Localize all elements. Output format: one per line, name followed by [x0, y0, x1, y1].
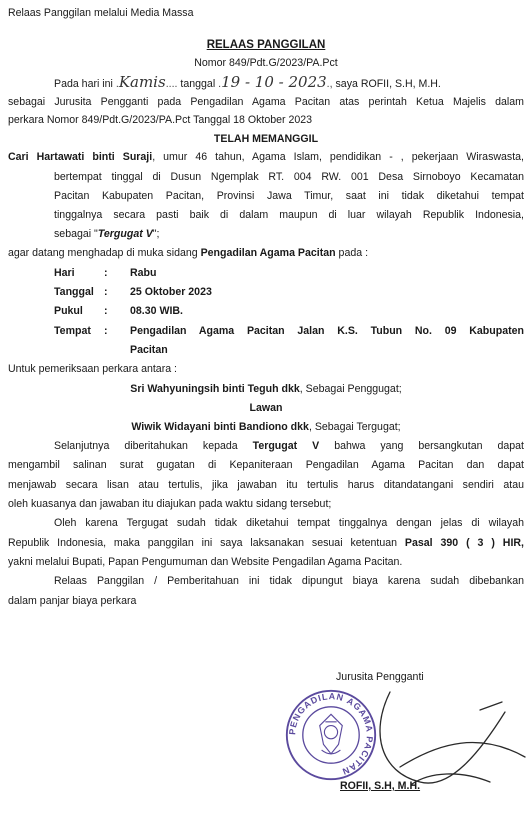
party-line-4: tinggalnya secara pasti baik di dalam maupun di luar wilayah Republik Indonesia, [54, 209, 524, 221]
handwritten-date: 19 - 10 - 2023 [221, 73, 327, 91]
intro-text: Pada hari ini [54, 78, 113, 90]
party-role: Tergugat V [97, 228, 153, 240]
lawan-label: Lawan [249, 402, 283, 414]
para1-line-3: menjawab secara lisan atau tertulis, jika jawaban itu tertulis harus ditandatangani sendiri atau [8, 479, 524, 491]
para2-line-2: Republik Indonesia, maka panggilan ini saya laksanakan sesuai ketentuan Pasal 390 ( 3 ) HIR, [8, 537, 524, 549]
party-line-5: sebagai "Tergugat V"; [54, 228, 160, 240]
party-line-2: bertempat tinggal di Dusun Ngemplak RT. 004 RW. 001 Desa Sirnoboyo Kecamatan [54, 171, 524, 183]
schedule-value-tanggal: 25 Oktober 2023 [130, 286, 212, 298]
party-details: , umur 46 tahun, Agama Islam, pendidikan - , pekerjaan Wiraswasta, [152, 151, 524, 163]
schedule-label-pukul: Pukul [54, 305, 83, 317]
tergugat-v: Tergugat V [252, 440, 320, 452]
schedule-colon: : [104, 305, 108, 317]
header-note: Relaas Panggilan melalui Media Massa [8, 7, 194, 19]
schedule-value-tempat-2: Pacitan [130, 344, 168, 356]
intro-line-1: Pada hari ini .Kamis.... tanggal .19 - 10 - 2023., saya ROFII, S.H, M.H. [54, 73, 441, 91]
para1-line-4: oleh kuasanya dan jawaban itu diajukan pada waktu sidang tersebut; [8, 498, 332, 510]
schedule-value-pukul: 08.30 WIB. [130, 305, 183, 317]
party-line-3: Pacitan Kabupaten Pacitan, Provinsi Jawa Timur, saat ini tidak diketahui tempat [54, 190, 524, 202]
party-line-1 [8, 148, 524, 166]
penggugat-line: Sri Wahyuningsih binti Teguh dkk, Sebagai Penggugat; [130, 383, 402, 395]
telah-memanggil: TELAH MEMANGGIL [213, 133, 319, 145]
schedule-label-tanggal: Tanggal [54, 286, 94, 298]
para2-line-3: yakni melalui Bupati, Papan Pengumuman dan Website Pengadilan Agama Pacitan. [8, 556, 403, 568]
para1-line-2: mengambil salinan surat gugatan di Kepaniteraan Pengadilan Agama Pacitan dan dapat [8, 459, 524, 471]
seal-text: PENGADILAN AGAMA PACITAN [287, 691, 375, 777]
tergugat-line: Wiwik Widayani binti Bandiono dkk, Sebagai Tergugat; [131, 421, 401, 433]
intro-text: tanggal [180, 78, 216, 90]
para1-line-1: Selanjutnya diberitahukan kepada Tergugat V bahwa yang bersangkutan dapat [54, 440, 524, 452]
tergugat-name: Wiwik Widayani binti Bandiono dkk [131, 421, 309, 433]
schedule-value-hari: Rabu [130, 267, 157, 279]
schedule-value-tempat: Pengadilan Agama Pacitan Jalan K.S. Tubun No. 09 Kabupaten [130, 325, 524, 337]
para2-line-1: Oleh karena Tergugat sudah tidak diketahui tempat tinggalnya dengan jelas di wilayah [54, 517, 524, 529]
intro-line-3: perkara Nomor 849/Pdt.G/2023/PA.Pct Tanggal 18 Oktober 2023 [8, 114, 313, 126]
party-name: Cari Hartawati binti Suraji [8, 151, 153, 163]
para3-line-2: dalam panjar biaya perkara [8, 595, 137, 607]
schedule-label-hari: Hari [54, 267, 75, 279]
schedule-colon: : [104, 267, 108, 279]
penggugat-name: Sri Wahyuningsih binti Teguh dkk [130, 383, 300, 395]
signature-name: ROFII, S.H, M.H. [340, 780, 421, 792]
document-number: Nomor 849/Pdt.G/2023/PA.Pct [194, 57, 338, 69]
court-name: Pengadilan Agama Pacitan [200, 247, 336, 259]
para3-line-1: Relaas Panggilan / Pemberitahuan ini tidak dipungut biaya karena sudah dibebankan [54, 575, 524, 587]
handwritten-day: Kamis [118, 73, 166, 91]
intro-line-2: sebagai Jurusita Pengganti pada Pengadilan Agama Pacitan atas perintah Ketua Majelis dalam [8, 96, 524, 108]
schedule-colon: : [104, 325, 108, 337]
schedule-colon: : [104, 286, 108, 298]
schedule-label-tempat: Tempat [54, 325, 91, 337]
agar-line: agar datang menghadap di muka sidang Pengadilan Agama Pacitan pada : [8, 247, 369, 259]
signature-role: Jurusita Pengganti [336, 671, 424, 683]
pasal-ref: Pasal 390 ( 3 ) HIR, [404, 537, 524, 549]
intro-text: saya ROFII, S.H, M.H. [335, 78, 441, 90]
untuk-line: Untuk pemeriksaan perkara antara : [8, 363, 177, 375]
document-title: RELAAS PANGGILAN [206, 39, 326, 51]
